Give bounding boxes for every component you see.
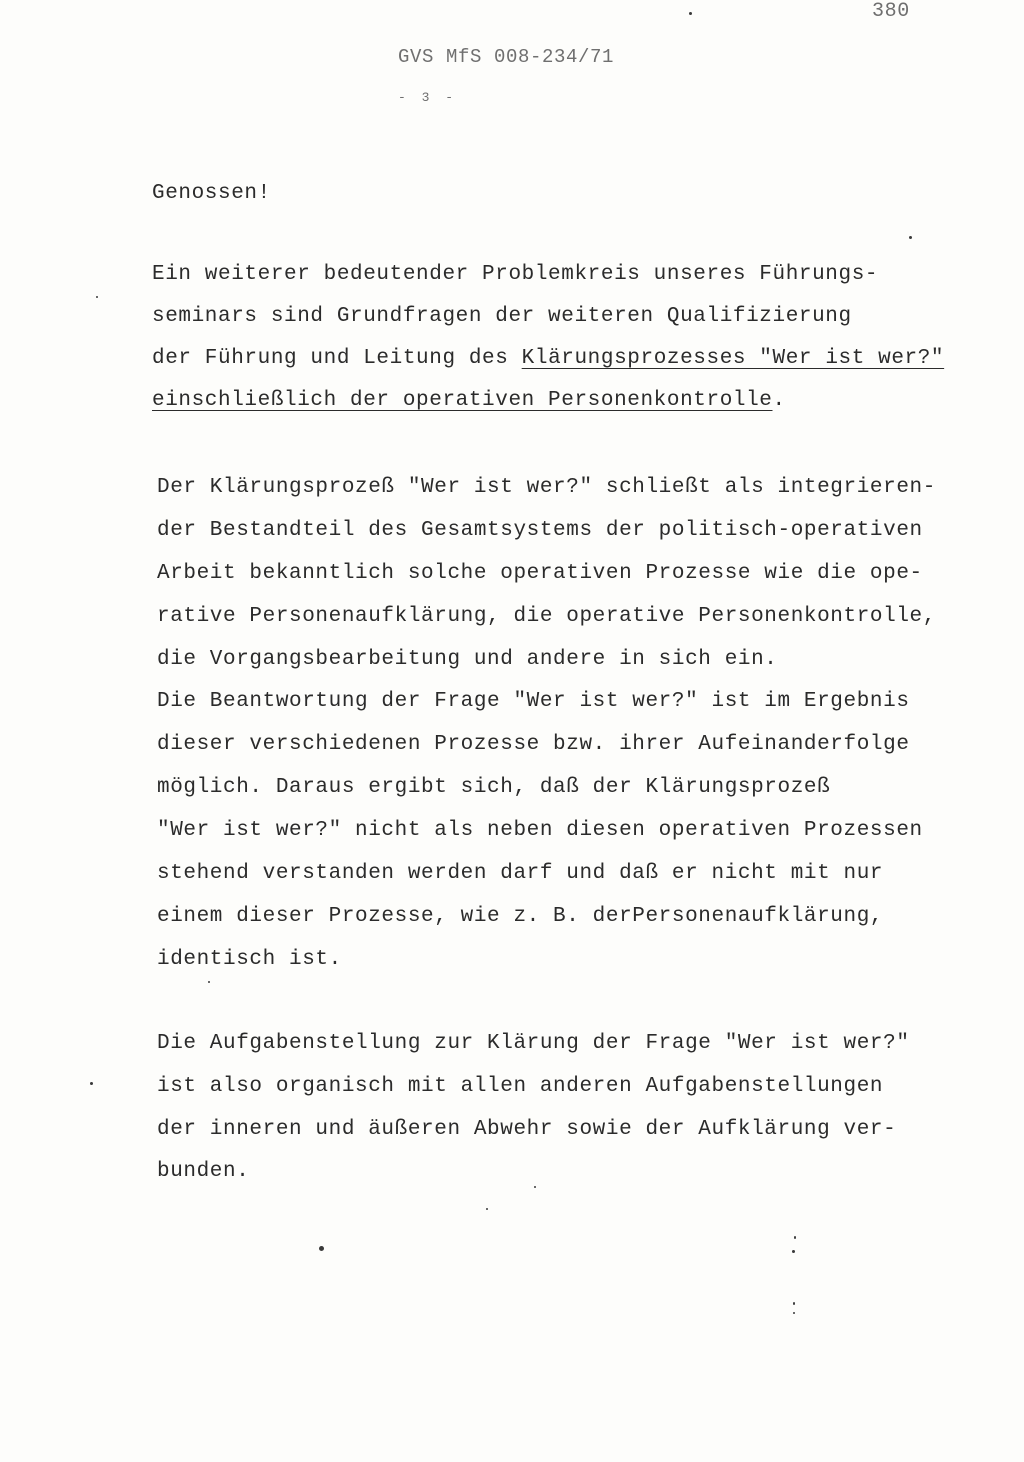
paragraph-1-line: Ein weiterer bedeutender Problemkreis unseres Führungs- bbox=[152, 263, 879, 286]
scan-speck bbox=[208, 981, 210, 983]
paragraph-2-line: stehend verstanden werden darf und daß er nicht mit nur bbox=[157, 862, 884, 885]
scan-speck bbox=[794, 1236, 796, 1239]
scan-speck bbox=[792, 1250, 795, 1253]
scan-speck bbox=[793, 1302, 795, 1305]
paragraph-1-line: seminars sind Grundfragen der weiteren Qualifizierung bbox=[152, 305, 852, 328]
page-number: 380 bbox=[872, 0, 910, 23]
paragraph-2-line: Der Klärungsprozeß "Wer ist wer?" schließt als integrieren- bbox=[157, 476, 936, 499]
scan-speck bbox=[793, 1312, 795, 1314]
underlined-phrase: Klärungsprozesses "Wer ist wer?" bbox=[521, 347, 945, 370]
paragraph-2-line: einem dieser Prozesse, wie z. B. derPersonenaufklärung, bbox=[157, 905, 884, 928]
page-marker: - 3 - bbox=[398, 90, 458, 105]
paragraph-2-line: die Vorgangsbearbeitung und andere in sich ein. bbox=[157, 648, 778, 671]
scan-speck bbox=[90, 1082, 93, 1085]
paragraph-3-line: Die Aufgabenstellung zur Klärung der Frage "Wer ist wer?" bbox=[157, 1032, 910, 1055]
scan-speck bbox=[319, 1246, 324, 1251]
paragraph-3-line: ist also organisch mit allen anderen Aufgabenstellungen bbox=[157, 1075, 884, 1098]
scan-speck bbox=[486, 1208, 488, 1210]
paragraph-2-line: der Bestandteil des Gesamtsystems der politisch-operativen bbox=[157, 519, 923, 542]
document-reference: GVS MfS 008-234/71 bbox=[398, 46, 615, 68]
paragraph-2-line: Arbeit bekanntlich solche operativen Prozesse wie die ope- bbox=[157, 562, 923, 585]
paragraph-2-line: Die Beantwortung der Frage "Wer ist wer?" ist im Ergebnis bbox=[157, 690, 910, 713]
paragraph-2-line: dieser verschiedenen Prozesse bzw. ihrer Aufeinanderfolge bbox=[157, 733, 910, 756]
paragraph-1-line bbox=[152, 347, 944, 370]
paragraph-3-line: der inneren und äußeren Abwehr sowie der Aufklärung ver- bbox=[157, 1118, 897, 1141]
paragraph-2-line: identisch ist. bbox=[157, 948, 342, 971]
paragraph-2-line: möglich. Daraus ergibt sich, daß der Klärungsprozeß bbox=[157, 776, 831, 799]
underlined-phrase: einschließlich der operativen Personenkontrolle bbox=[152, 389, 773, 412]
plain-text: . bbox=[772, 389, 786, 412]
scan-speck bbox=[534, 1186, 536, 1188]
scan-speck bbox=[96, 296, 98, 298]
paragraph-2-line: "Wer ist wer?" nicht als neben diesen operativen Prozessen bbox=[157, 819, 923, 842]
plain-text: der Führung und Leitung des bbox=[152, 347, 522, 370]
scan-speck bbox=[909, 236, 912, 239]
salutation: Genossen! bbox=[152, 182, 271, 205]
paragraph-3-line: bunden. bbox=[157, 1160, 250, 1183]
paragraph-2-line: rative Personenaufklärung, die operative Personenkontrolle, bbox=[157, 605, 936, 628]
paragraph-1-line bbox=[152, 389, 786, 412]
scan-speck bbox=[689, 12, 692, 15]
